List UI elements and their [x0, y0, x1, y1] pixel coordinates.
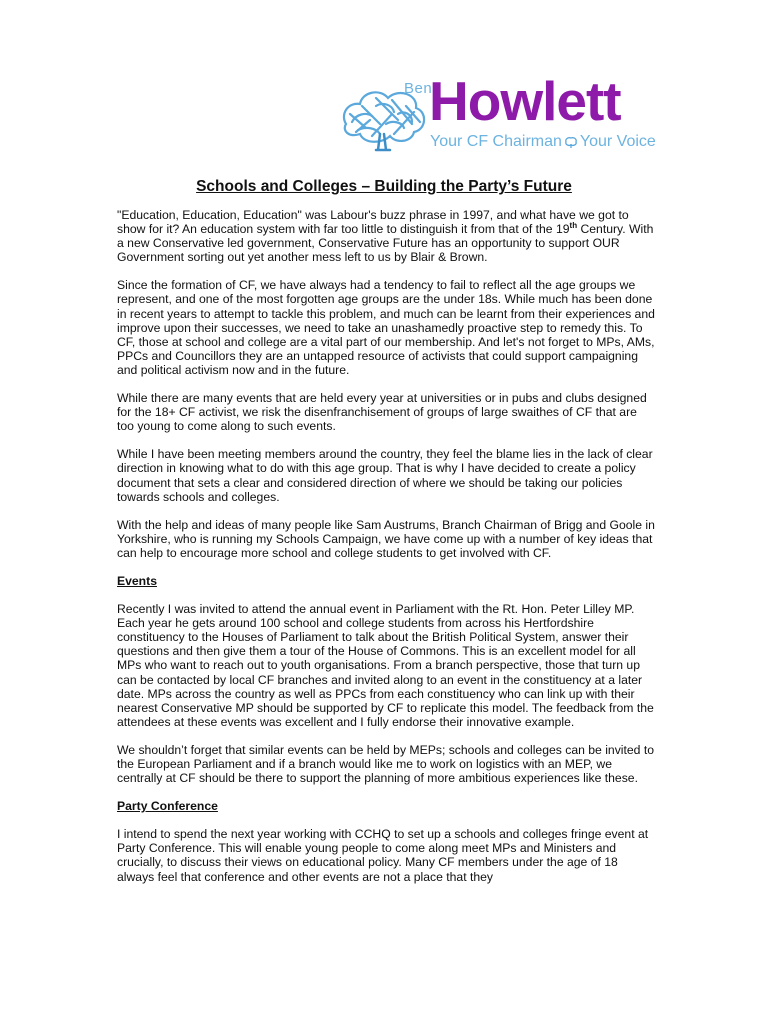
small-tree-icon [564, 136, 578, 148]
paragraph-4: While I have been meeting members around the country, they feel the blame lies in the lack of clear direction in knowing what to do with this age group. That is why I have decided to create a policy document that sets a clear and considered direction of where we should be taking our policies towards schools and colleges. [117, 447, 653, 504]
paragraph-1: "Education, Education, Education" was Labour's buzz phrase in 1997, and what have we got to show for it? An education system with far too little to distinguish it from that of the 19th Century. With a new Conservative led government, Conservative Future has an opportunity to support OUR Government sorting out yet another mess left to us by Blair & Brown. [117, 208, 654, 265]
document-body [117, 208, 657, 898]
tagline-right: Your Voice [579, 133, 656, 150]
paragraph-7: We shouldn’t forget that similar events can be held by MEPs; schools and colleges can be invited to the European Parliament and if a branch would like me to work on logistics with an MEP, we centrally at CF should be there to support the planning of more ambitious experiences like these. [117, 742, 654, 786]
heading-events: Events [117, 573, 157, 588]
surname: Howlett [429, 70, 621, 132]
page-title: Schools and Colleges – Building the Party’s Future [196, 178, 572, 195]
paragraph-2: Since the formation of CF, we have always had a tendency to fail to reflect all the age groups we represent, and one of the most forgotten age groups are the under 18s. While much has been done in recent years to attempt to tackle this problem, and much can be learnt from their experiences and improve upon their successes, we need to take an unashamedly proactive step to remedy this. To CF, those at school and college are a vital part of our membership. And let's not forget to MPs, AMs, PPCs and Councillors they are an untapped resource of activists that could support campaigning and political activism now and in the future. [117, 278, 655, 377]
paragraph-3: While there are many events that are held every year at universities or in pubs and clubs designed for the 18+ CF activist, we risk the disenfranchisement of groups of large swaithes of CF that are too young to come along to such events. [117, 391, 647, 434]
heading-party-conference: Party Conference [117, 799, 218, 814]
first-name: Ben [404, 80, 433, 97]
paragraph-8: I intend to spend the next year working with CCHQ to set up a schools and colleges fringe event at Party Conference. This will enable young people to come along meet MPs and Ministers and crucially, to discuss their views on educational policy. Many CF members under the age of 18 always feel that conference and other events are not a place that they [117, 827, 649, 884]
campaign-logo [336, 70, 666, 158]
paragraph-5: With the help and ideas of many people like Sam Austrums, Branch Chairman of Brigg and Goole in Yorkshire, who is running my Schools Campaign, we have come up with a number of key ideas that can help to encourage more school and college students to get involved with CF. [117, 517, 655, 560]
tagline-left: Your CF Chairman [430, 133, 562, 150]
paragraph-6: Recently I was invited to attend the annual event in Parliament with the Rt. Hon. Peter Lilley MP. Each year he gets around 100 school and college students from across his Hertfordshire constituency to the Houses of Parliament to talk about the British Political System, answer their questions and then give them a tour of the House of Commons. This is an excellent model for all MPs who want to reach out to youth organisations. From a branch perspective, those that turn up can be contacted by local CF branches and invited along to an event in the constituency at a later date. MPs across the country as well as PPCs from each constituency who can link up with their nearest Conservative MP should be supported by CF to replicate this model. The feedback from the attendees at these events was excellent and I fully endorse their innovative example. [117, 602, 654, 729]
tagline [430, 134, 656, 150]
